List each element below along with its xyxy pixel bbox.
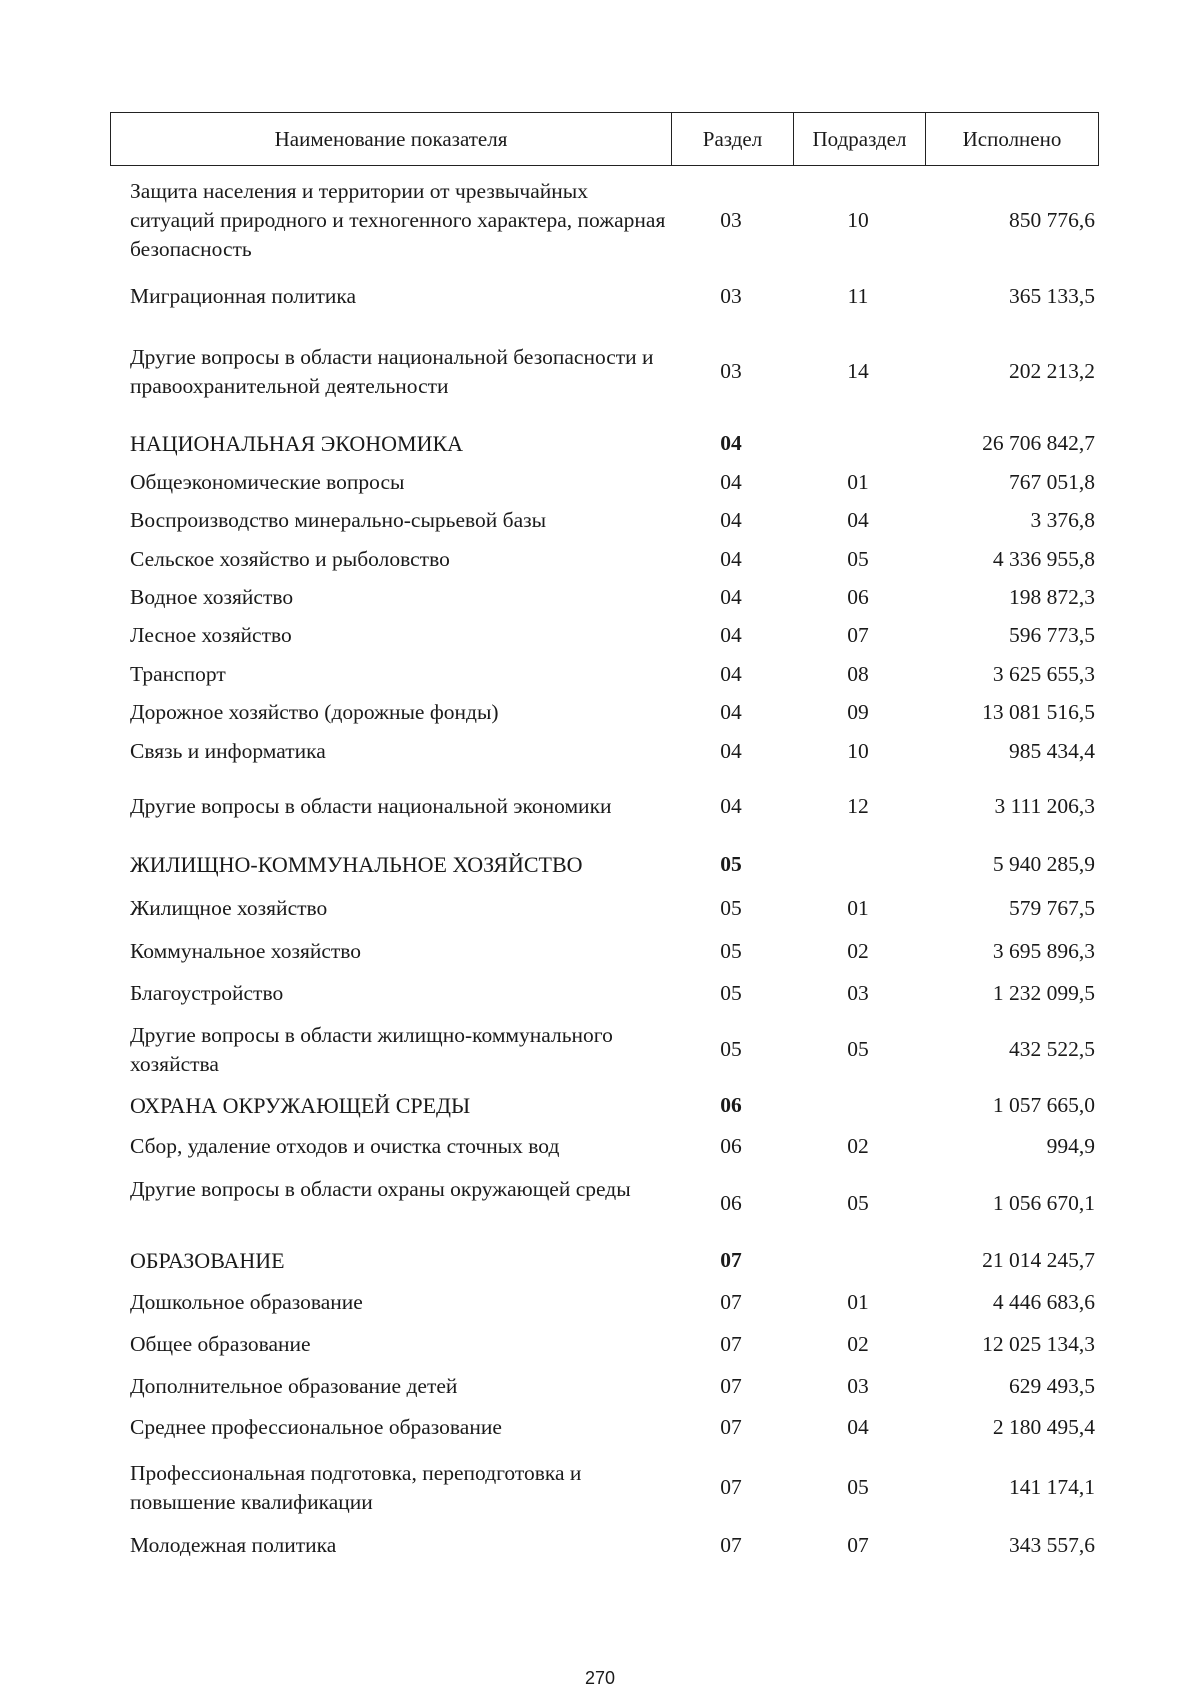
row-value: 26 706 842,7 <box>982 431 1095 455</box>
row-value: 343 557,6 <box>1009 1533 1095 1557</box>
row-value: 3 111 206,3 <box>994 794 1095 818</box>
row-name: Другие вопросы в области жилищно-коммунального хозяйства <box>130 1023 613 1076</box>
row-name: Молодежная политика <box>130 1533 337 1557</box>
table-row <box>110 282 1099 311</box>
row-subsection: 02 <box>847 939 869 963</box>
row-section: 07 <box>720 1374 742 1398</box>
header-executed: Исполнено <box>925 113 1098 165</box>
table-row <box>110 1330 1099 1359</box>
row-value: 21 014 245,7 <box>982 1248 1095 1272</box>
row-value: 141 174,1 <box>1009 1475 1095 1499</box>
row-section: 07 <box>720 1248 742 1272</box>
row-value: 198 872,3 <box>1009 585 1095 609</box>
row-name: Воспроизводство минерально-сырьевой базы <box>130 508 547 532</box>
header-section: Раздел <box>671 113 793 165</box>
row-subsection: 01 <box>847 896 869 920</box>
table-row <box>110 979 1099 1008</box>
header-subsection: Подраздел <box>793 113 925 165</box>
row-value: 4 336 955,8 <box>992 547 1095 571</box>
row-section: 04 <box>720 470 742 494</box>
row-subsection: 04 <box>847 508 869 532</box>
row-subsection: 05 <box>847 1475 869 1499</box>
row-subsection: 02 <box>847 1134 869 1158</box>
table-row <box>110 1531 1099 1560</box>
row-section: 05 <box>720 896 742 920</box>
row-subsection: 02 <box>847 1332 869 1356</box>
row-section: 04 <box>720 700 742 724</box>
row-name: ОБРАЗОВАНИЕ <box>130 1248 285 1273</box>
row-subsection: 12 <box>847 794 869 818</box>
row-section: 04 <box>720 739 742 763</box>
table-header <box>110 112 1099 166</box>
row-name: НАЦИОНАЛЬНАЯ ЭКОНОМИКА <box>130 431 464 456</box>
row-name: Связь и информатика <box>130 739 326 763</box>
row-subsection: 03 <box>847 1374 869 1398</box>
row-section: 07 <box>720 1533 742 1557</box>
table-row <box>110 894 1099 923</box>
row-section: 04 <box>720 794 742 818</box>
row-value: 202 213,2 <box>1009 359 1095 383</box>
row-subsection: 06 <box>847 585 869 609</box>
table-row <box>110 792 1099 821</box>
row-name: Профессиональная подготовка, переподготовка и повышение квалификации <box>130 1461 582 1514</box>
row-section: 04 <box>720 547 742 571</box>
row-section: 05 <box>720 981 742 1005</box>
table-row <box>110 1372 1099 1401</box>
row-name: Сельское хозяйство и рыболовство <box>130 547 450 571</box>
row-section: 05 <box>720 852 742 876</box>
row-value: 432 522,5 <box>1009 1037 1095 1061</box>
row-name: Другие вопросы в области национальной безопасности и правоохранительной деятельности <box>130 345 654 398</box>
table-row <box>110 1413 1099 1442</box>
row-name: Общеэкономические вопросы <box>130 470 405 494</box>
row-subsection: 10 <box>847 739 869 763</box>
table-row-section <box>110 429 1099 458</box>
table-row <box>110 1175 1099 1233</box>
row-subsection: 03 <box>847 981 869 1005</box>
row-value: 12 025 134,3 <box>982 1332 1095 1356</box>
row-value: 3 695 896,3 <box>992 939 1095 963</box>
row-subsection: 05 <box>847 547 869 571</box>
row-subsection: 10 <box>847 208 869 232</box>
row-name: Дорожное хозяйство (дорожные фонды) <box>130 700 499 724</box>
row-value: 994,9 <box>1046 1134 1095 1158</box>
row-subsection: 14 <box>847 359 869 383</box>
table-row <box>110 545 1099 574</box>
row-value: 629 493,5 <box>1009 1374 1095 1398</box>
row-subsection: 09 <box>847 700 869 724</box>
row-section: 06 <box>720 1134 742 1158</box>
row-value: 2 180 495,4 <box>992 1415 1095 1439</box>
row-subsection: 01 <box>847 1290 869 1314</box>
row-name: Сбор, удаление отходов и очистка сточных вод <box>130 1134 560 1158</box>
row-section: 05 <box>720 1037 742 1061</box>
table-row <box>110 506 1099 535</box>
row-name: Дошкольное образование <box>130 1290 363 1314</box>
row-name: Дополнительное образование детей <box>130 1374 458 1398</box>
table-row-section <box>110 1246 1099 1275</box>
row-name: Водное хозяйство <box>130 585 294 609</box>
table-row-section <box>110 1091 1099 1120</box>
row-value: 365 133,5 <box>1009 284 1095 308</box>
row-value: 1 232 099,5 <box>992 981 1095 1005</box>
row-subsection: 11 <box>847 284 869 308</box>
table-row-section <box>110 850 1099 879</box>
row-name: Транспорт <box>130 662 226 686</box>
row-section: 07 <box>720 1332 742 1356</box>
row-section: 04 <box>720 508 742 532</box>
table-row <box>110 937 1099 966</box>
row-value: 579 767,5 <box>1009 896 1095 920</box>
table-row <box>110 1288 1099 1317</box>
row-section: 07 <box>720 1415 742 1439</box>
row-value: 985 434,4 <box>1009 739 1095 763</box>
row-subsection: 05 <box>847 1037 869 1061</box>
row-name: Общее образование <box>130 1332 311 1356</box>
row-name: Жилищное хозяйство <box>130 896 328 920</box>
table-row <box>110 1459 1099 1517</box>
row-value: 1 057 665,0 <box>992 1093 1095 1117</box>
row-name: Защита населения и территории от чрезвычайных ситуаций природного и техногенного характера, пожарная безопасность <box>130 179 666 261</box>
row-name: ОХРАНА ОКРУЖАЮЩЕЙ СРЕДЫ <box>130 1093 471 1118</box>
row-value: 596 773,5 <box>1009 623 1095 647</box>
header-name: Наименование показателя <box>274 126 508 151</box>
row-name: Лесное хозяйство <box>130 623 292 647</box>
row-subsection: 07 <box>847 623 869 647</box>
row-section: 06 <box>720 1093 742 1117</box>
row-subsection: 07 <box>847 1533 869 1557</box>
page-number: 270 <box>584 1668 616 1688</box>
row-name: Другие вопросы в области охраны окружающей среды <box>130 1177 631 1201</box>
table-row <box>110 343 1099 401</box>
row-section: 04 <box>720 623 742 647</box>
row-section: 04 <box>720 585 742 609</box>
row-subsection: 04 <box>847 1415 869 1439</box>
row-name: ЖИЛИЩНО-КОММУНАЛЬНОЕ ХОЗЯЙСТВО <box>130 852 583 877</box>
row-value: 850 776,6 <box>1009 208 1095 232</box>
row-value: 1 056 670,1 <box>992 1191 1095 1215</box>
row-subsection: 05 <box>847 1191 869 1215</box>
row-name: Другие вопросы в области национальной экономики <box>130 794 612 818</box>
row-section: 03 <box>720 359 742 383</box>
row-value: 3 376,8 <box>1030 508 1095 532</box>
table-row <box>110 1021 1099 1079</box>
row-section: 06 <box>720 1191 742 1215</box>
row-name: Миграционная политика <box>130 284 357 308</box>
table-row <box>110 621 1099 650</box>
table-row <box>110 583 1099 612</box>
table-row <box>110 1132 1099 1161</box>
row-name: Среднее профессиональное образование <box>130 1415 502 1439</box>
table-row <box>110 468 1099 497</box>
row-subsection: 08 <box>847 662 869 686</box>
row-subsection: 01 <box>847 470 869 494</box>
row-value: 3 625 655,3 <box>992 662 1095 686</box>
table-row <box>110 177 1099 264</box>
row-value: 5 940 285,9 <box>992 852 1095 876</box>
row-section: 07 <box>720 1475 742 1499</box>
row-section: 03 <box>720 208 742 232</box>
row-value: 4 446 683,6 <box>992 1290 1095 1314</box>
row-section: 03 <box>720 284 742 308</box>
row-section: 04 <box>720 662 742 686</box>
table-row <box>110 698 1099 727</box>
table-row <box>110 737 1099 766</box>
row-value: 13 081 516,5 <box>982 700 1095 724</box>
table-row <box>110 660 1099 689</box>
row-section: 07 <box>720 1290 742 1314</box>
row-name: Коммунальное хозяйство <box>130 939 362 963</box>
row-value: 767 051,8 <box>1009 470 1095 494</box>
row-section: 04 <box>720 431 742 455</box>
row-name: Благоустройство <box>130 981 284 1005</box>
row-section: 05 <box>720 939 742 963</box>
